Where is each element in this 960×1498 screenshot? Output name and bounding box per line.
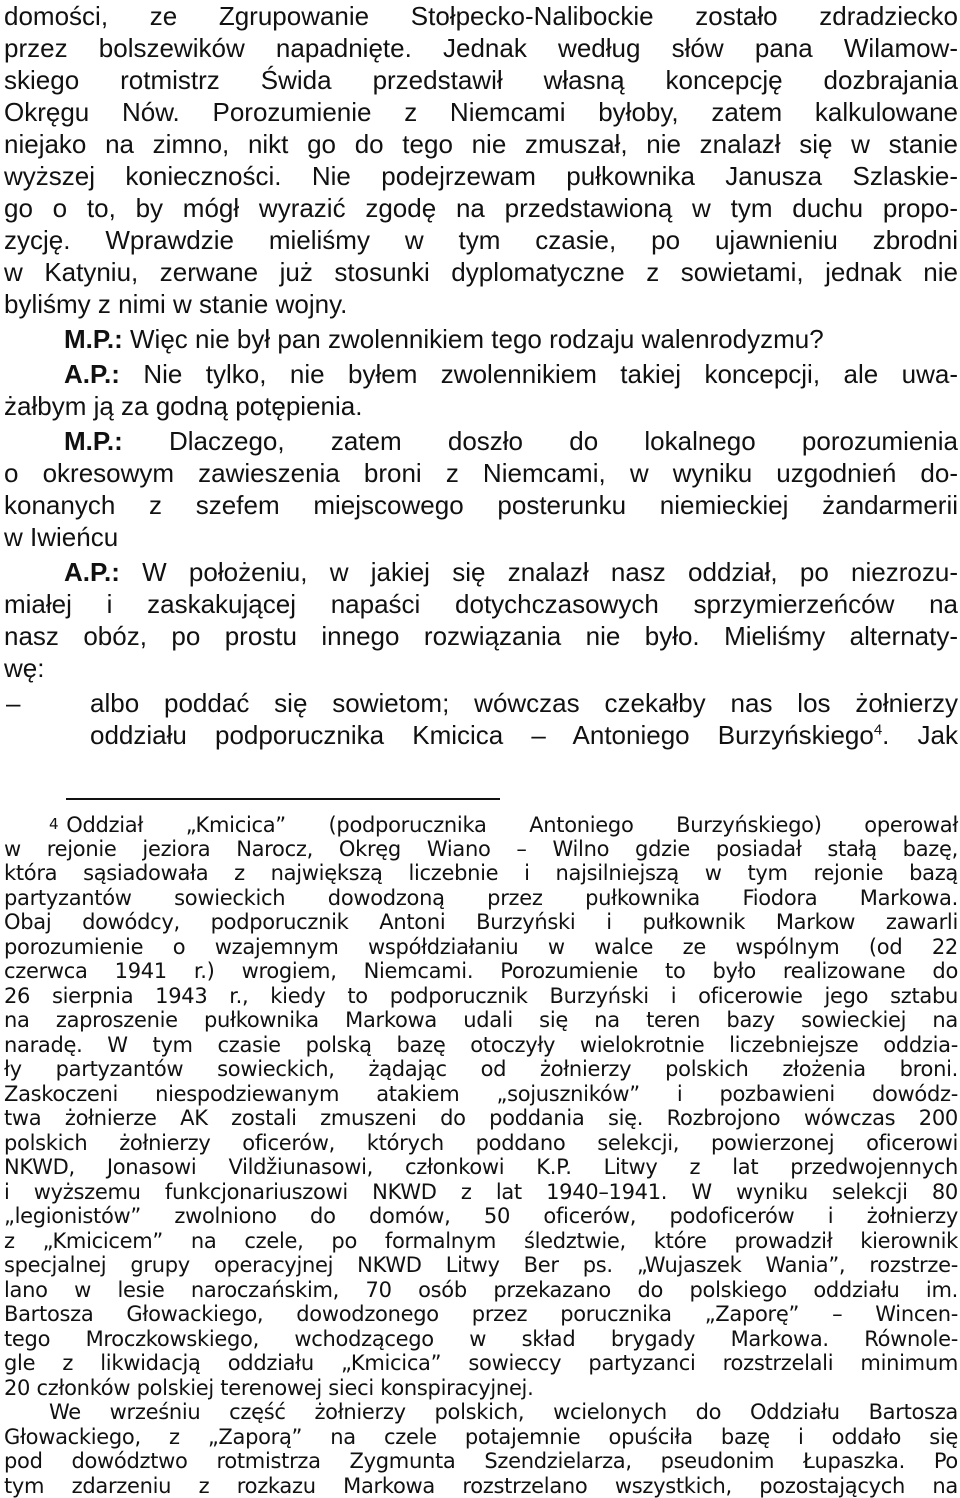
speaker-label: M.P.: xyxy=(64,426,123,456)
paragraph-intro xyxy=(4,0,958,320)
text-segment: oddziału podporucznika Kmicica – Antoniego Burzyńskiego xyxy=(90,720,874,750)
text-line: nasz obóz, po prostu innego rozwiązania nie było. Mieliśmy alternaty- xyxy=(4,620,958,652)
dash-marker: – xyxy=(6,687,46,719)
utterance-text: Nie tylko, nie byłem zwolennikiem takiej koncepcji, ale uwa- xyxy=(143,359,958,389)
text-line: 20 członków polskiej terenowej sieci konspiracyjnej. xyxy=(4,1376,958,1401)
text-line: pod dowództwo rotmistrza Zygmunta Szendzielarza, pseudonim Łupaszka. Po xyxy=(4,1449,958,1474)
text-line: albo poddać się sowietom; wówczas czekałby nas los żołnierzy xyxy=(4,687,958,719)
utterance-text: Dlaczego, zatem doszło do lokalnego porozumienia xyxy=(169,426,958,456)
text-line: w Iwieńcu xyxy=(4,521,958,553)
text-line xyxy=(4,425,958,457)
text-line: żałbym ją za godną potępienia. xyxy=(4,390,958,422)
text-line xyxy=(4,812,958,837)
text-line: go o to, by mógł wyrazić zgodę na przedstawioną w tym duchu propo- xyxy=(4,192,958,224)
text-line: zycję. Wprawdzie mieliśmy w tym czasie, po ujawnieniu zbrodni xyxy=(4,224,958,256)
text-line: czerwca 1941 r.) wrogiem, Niemcami. Porozumienie to było realizowane do xyxy=(4,959,958,984)
text-line: lano w lesie naroczańskim, 70 osób przekazano do polskiego oddziału im. xyxy=(4,1278,958,1303)
text-line: NKWD, Jonasowi Vildžiunasowi, członkowi K.P. Litwy z lat przedwojennych xyxy=(4,1155,958,1180)
dialogue-answer-2 xyxy=(4,556,958,684)
text-line: polskich żołnierzy oficerów, których poddano selekcji, powierzonej oficerowi xyxy=(4,1131,958,1156)
footnote-reference[interactable]: 4 xyxy=(874,721,882,738)
text-line: wyższej konieczności. Nie podejrzewam pułkownika Janusza Szlaskie- xyxy=(4,160,958,192)
footnote xyxy=(4,812,958,1498)
text-line: naradę. W tym czasie polską bazę otoczyły wielokrotnie liczebniejsze oddzia- xyxy=(4,1033,958,1058)
footnote-number: 4 xyxy=(49,815,58,833)
text-line: niejako na zimno, nikt go do tego nie zmuszał, nie znalazł się w stanie xyxy=(4,128,958,160)
footnote-text: Oddział „Kmicica” (podporucznika Antoniego Burzyńskiego) operował xyxy=(66,813,958,837)
list-item xyxy=(4,687,958,751)
text-line: Okręgu Nów. Porozumienie z Niemcami byłoby, zatem kalkulowane xyxy=(4,96,958,128)
footnote-separator xyxy=(66,798,500,800)
text-line: 26 sierpnia 1943 r., kiedy to podporucznik Burzyński i oficerowie jego sztabu xyxy=(4,984,958,1009)
dialogue-question-1 xyxy=(4,323,958,355)
text-line: byliśmy z nimi w stanie wojny. xyxy=(4,288,958,320)
text-line: Bartosza Głowackiego, dowodzonego przez porucznika „Zaporę” – Wincen- xyxy=(4,1302,958,1327)
text-line: tym zdarzeniu z rozkazu Markowa rozstrzelano wszystkich, pozostających na xyxy=(4,1474,958,1498)
text-line xyxy=(4,358,958,390)
speaker-label: A.P.: xyxy=(64,557,120,587)
text-line: w rejonie jeziora Narocz, Okręg Wiano – Wilno gdzie posiadał stałą bazę, xyxy=(4,837,958,862)
text-line: przez bolszewików napadnięte. Jednak według słów pana Wilamow- xyxy=(4,32,958,64)
text-line xyxy=(4,556,958,588)
dialogue-answer-1 xyxy=(4,358,958,422)
text-line: na zaproszenie pułkownika Markowa udali się na teren bazy sowieckiej na xyxy=(4,1008,958,1033)
text-line: wę: xyxy=(4,652,958,684)
text-line: gle z likwidacją oddziału „Kmicica” sowieccy partyzanci rozstrzelali minimum xyxy=(4,1351,958,1376)
text-line: tego Mroczkowskiego, wchodzącego w skład brygady Markowa. Równole- xyxy=(4,1327,958,1352)
text-line: Zaskoczeni niespodziewanym atakiem „sojuszników” i pozbawieni dowódz- xyxy=(4,1082,958,1107)
text-line: i wyższemu funkcjonariuszowi NKWD z lat 1940–1941. W wyniku selekcji 80 xyxy=(4,1180,958,1205)
text-segment: . Jak xyxy=(882,720,958,750)
text-line: z „Kmicicem” na czele, po formalnym śledztwie, które prowadził kierownik xyxy=(4,1229,958,1254)
text-line: specjalnej grupy operacyjnej NKWD Litwy Ber ps. „Wujaszek Wania”, rozstrze- xyxy=(4,1253,958,1278)
text-line xyxy=(4,719,958,751)
text-line: która sąsiadowała z największą liczebnie i najsilniejszą w tym rejonie bazą xyxy=(4,861,958,886)
text-line: partyzantów sowieckich dowodzoną przez pułkownika Fiodora Markowa. xyxy=(4,886,958,911)
utterance-text: W położeniu, w jakiej się znalazł nasz oddział, po niezrozu- xyxy=(142,557,958,587)
main-text xyxy=(4,0,958,751)
text-line: We wrześniu część żołnierzy polskich, wcielonych do Oddziału Bartosza xyxy=(4,1400,958,1425)
text-line: ły partyzantów sowieckich, żądając od żołnierzy polskich złożenia broni. xyxy=(4,1057,958,1082)
speaker-label: M.P.: xyxy=(64,324,123,354)
text-line: o okresowym zawieszenia broni z Niemcami, w wyniku uzgodnień do- xyxy=(4,457,958,489)
dialogue-question-2 xyxy=(4,425,958,553)
utterance-text: Więc nie był pan zwolennikiem tego rodzaju walenrodyzmu? xyxy=(130,324,824,354)
speaker-label: A.P.: xyxy=(64,359,120,389)
text-line: domości, ze Zgrupowanie Stołpecko-Nalibockie zostało zdradziecko xyxy=(4,0,958,32)
text-line: Obaj dowódcy, podporucznik Antoni Burzyński i pułkownik Markow zawarli xyxy=(4,910,958,935)
text-line: w Katyniu, zerwane już stosunki dyplomatyczne z sowietami, jednak nie xyxy=(4,256,958,288)
text-line: porozumienie o wzajemnym współdziałaniu w walce ze wspólnym (od 22 xyxy=(4,935,958,960)
text-line: skiego rotmistrz Świda przedstawił własną koncepcję dozbrajania xyxy=(4,64,958,96)
text-line: miałej i zaskakującej napaści dotychczasowych sprzymierzeńców na xyxy=(4,588,958,620)
text-line: konanych z szefem miejscowego posterunku niemieckiej żandarmerii xyxy=(4,489,958,521)
text-line: Głowackiego, z „Zaporą” na czele potajemnie opuściła bazę i oddało się xyxy=(4,1425,958,1450)
text-line: twa żołnierze AK zostali zmuszeni do poddania się. Rozbrojono wówczas 200 xyxy=(4,1106,958,1131)
text-line xyxy=(4,323,958,355)
text-line: „legionistów” zwolniono do domów, 50 oficerów, podoficerów i żołnierzy xyxy=(4,1204,958,1229)
